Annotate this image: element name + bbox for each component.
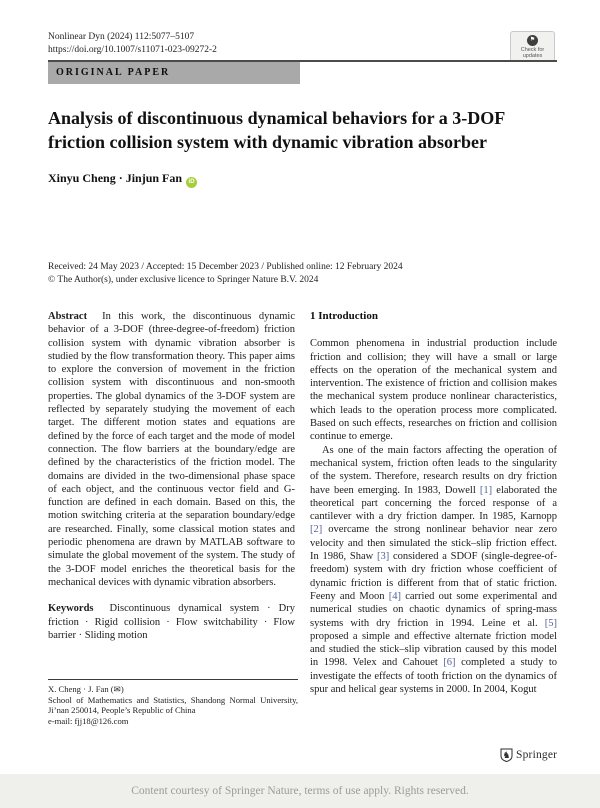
citation-link[interactable]: [3] <box>376 551 390 563</box>
body-columns <box>48 310 557 716</box>
copyright-line: © The Author(s), under exclusive licence to Springer Nature B.V. 2024 <box>48 274 319 285</box>
authors-line <box>48 171 197 188</box>
citation-link[interactable]: [4] <box>388 590 401 602</box>
footer-band <box>0 774 600 808</box>
article-type-band: ORIGINAL PAPER <box>48 62 300 84</box>
content-courtesy-text: Content courtesy of Springer Nature, terms of use apply. Rights reserved. <box>131 785 469 797</box>
footnote-affiliation: School of Mathematics and Statistics, Shandong Normal University, Ji’nan 250014, People’s Republic of China <box>48 694 298 716</box>
footnote-email[interactable]: e-mail: fjj18@126.com <box>48 715 129 726</box>
abstract-text: In this work, the discontinuous dynamic behavior of a 3-DOF (three-degree-of-freedom) friction collision system with dynamic vibration absorber is studied by the flow transformation theory. This paper aims to explore the conversion of movement in the friction collision system with discontinuous and non-smooth properties. The global dynamics of the 3-DOF system are reflected by separately studying the movement of each target. The different motion states and equations are defined by the force of each target and the mode of model connection. The flow barriers at the boundary/edge are defined by the characteristics of the friction model. The domains are divided in the two-dimensional phase space of each object, and the continuous vector field and G-function are defined in each domain. Based on this, the motion switching criteria at the separation boundary/edge are researched. Finally, some classical motion states and periodic phenomena are drawn by MATLAB software to simulate the global movement of the system. The study of the 3-DOF model enriches the theoretical basis for the mechanical devices with dynamic vibration absorbers. <box>48 311 295 588</box>
right-column <box>310 310 557 716</box>
citation-link[interactable]: [1] <box>479 484 493 496</box>
received-accepted-line: Received: 24 May 2023 / Accepted: 15 December 2023 / Published online: 12 February 2024 <box>48 262 403 272</box>
section-heading-introduction: 1 Introduction <box>310 310 378 322</box>
svg-text:♞: ♞ <box>502 750 511 760</box>
orcid-icon[interactable]: iD <box>186 177 197 188</box>
doi-link[interactable]: https://doi.org/10.1007/s11071-023-09272-2 <box>48 44 217 55</box>
check-updates-label-line1: Check for <box>520 46 545 53</box>
keywords-text: Discontinuous dynamical system · Dry friction · Rigid collision · Flow switchability · Flow barrier · Sliding motion <box>48 603 295 641</box>
journal-citation: Nonlinear Dyn (2024) 112:5077–5107 <box>48 32 195 42</box>
publication-history <box>48 261 557 286</box>
introduction-paragraph-1: Common phenomena in industrial production include friction and collision; they will have a small or large effects on the operation of the mechanical system and intervention. The existence of friction and collision makes the mechanical system produce nonlinear characteristics, which leads to the operation process more complicated. Based on such effects, researches on friction and collision continue to emerge. <box>310 338 557 443</box>
journal-reference <box>48 31 217 56</box>
springer-logo <box>500 748 557 762</box>
page-title: Analysis of discontinuous dynamical behaviors for a 3-DOF friction collision system with dynamic vibration absorber <box>48 108 505 152</box>
footnote-rule <box>48 679 298 680</box>
citation-link[interactable]: [5] <box>544 617 557 629</box>
springer-horse-icon <box>500 748 513 762</box>
check-for-updates-badge[interactable] <box>510 31 555 62</box>
citation-link[interactable]: [2] <box>310 524 323 536</box>
springer-wordmark: Springer <box>516 749 558 761</box>
abstract-label: Abstract <box>48 311 88 322</box>
left-column <box>48 310 295 716</box>
crossmark-icon: ⚑ <box>527 35 538 46</box>
keywords-label: Keywords <box>48 603 94 615</box>
correspondence-footnote <box>48 679 298 726</box>
citation-link[interactable]: [6] <box>443 657 456 669</box>
keywords-paragraph <box>48 602 295 642</box>
introduction-paragraph-2: As one of the main factors affecting the operation of mechanical system, friction often leads to the singularity of the system. Therefore, research results on dry friction have been emerging. In 1983, Dowell [1] elaborated the theoretical part concerning the forced response of a cantilever with a dry friction damper. In 1985, Karnopp [2] overcame the strong nonlinear behavior near zero velocity and then simulated the stick–slip friction effect. In 1986, Shaw [3] considered a SDOF (single-degree-of-freedom) system with dry friction whose coefficient of dynamic friction is different from that of static friction. Feeny and Moon [4] carried out some experimental and numerical studies on chaotic dynamics of spring-mass systems with dry friction in 1994. Leine et al. [5] proposed a simple and effective alternate friction model and studied the stick–slip vibration caused by this model in 1998. Velex and Cahouet [6] completed a study to investigate the effects of tooth friction on the dynamics of spur and helical gear systems in 2000. In 2004, Kogut <box>310 444 557 696</box>
footnote-authors: X. Cheng · J. Fan (✉) <box>48 684 124 694</box>
author-names: Xinyu Cheng · Jinjun Fan <box>48 171 183 185</box>
abstract-paragraph <box>48 310 295 589</box>
check-updates-label-line2: updates <box>522 52 543 59</box>
